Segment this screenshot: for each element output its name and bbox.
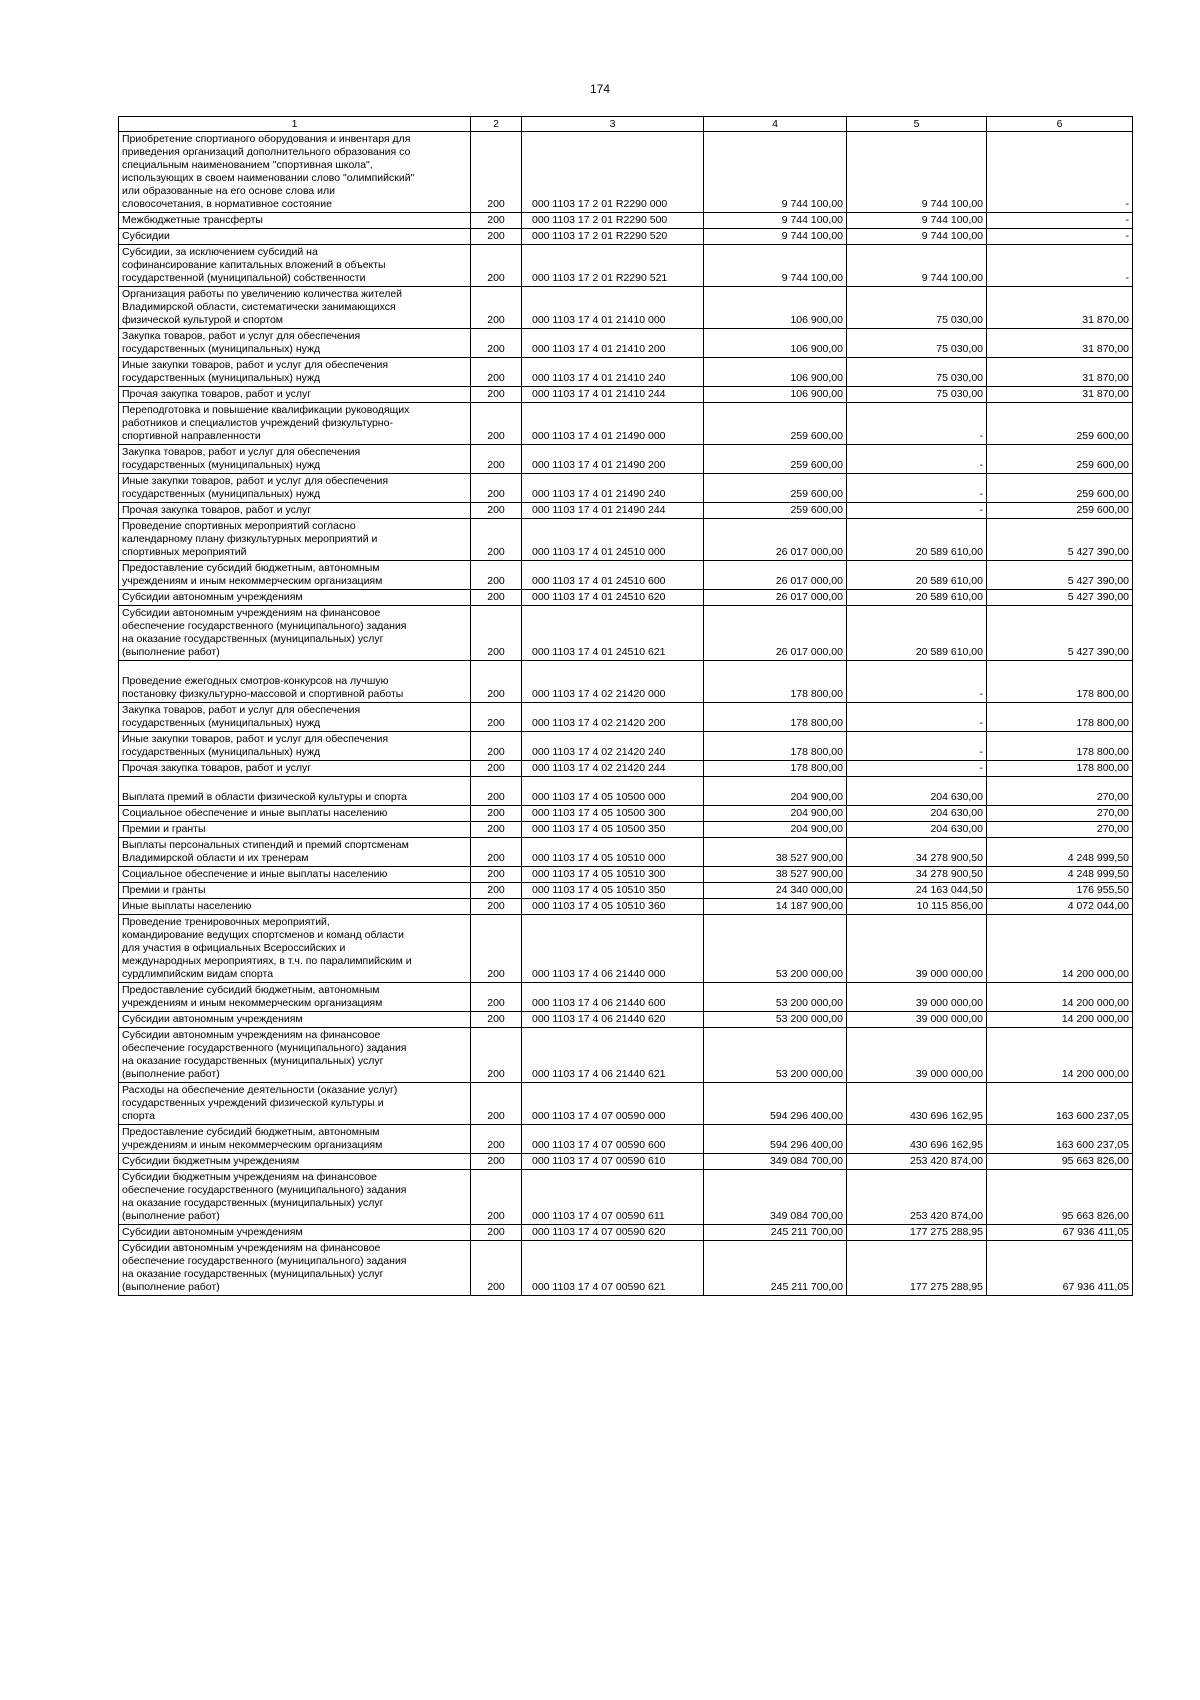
row-column2-cell: 200 — [471, 1125, 522, 1154]
row-code-cell: 000 1103 17 4 05 10510 360 — [522, 899, 704, 915]
row-name-cell: Межбюджетные трансферты — [119, 213, 471, 229]
table-row — [119, 777, 1133, 806]
table-row — [119, 899, 1133, 915]
table-row — [119, 403, 1133, 445]
row-column6-cell: - — [987, 132, 1133, 213]
row-column5-cell: 204 630,00 — [847, 822, 987, 838]
row-column2-cell: 200 — [471, 983, 522, 1012]
table-row — [119, 590, 1133, 606]
row-column5-cell: 9 744 100,00 — [847, 132, 987, 213]
row-column4-cell: 259 600,00 — [704, 445, 847, 474]
row-column4-cell: 26 017 000,00 — [704, 590, 847, 606]
table-row — [119, 287, 1133, 329]
row-column6-cell: 14 200 000,00 — [987, 983, 1133, 1012]
row-column5-cell: 75 030,00 — [847, 287, 987, 329]
table-row — [119, 387, 1133, 403]
row-code-cell: 000 1103 17 4 01 24510 620 — [522, 590, 704, 606]
row-name-cell: Премии и гранты — [119, 822, 471, 838]
row-name-cell: Субсидии автономным учреждениям на финансовое обеспечение государственного (муниципального) задания на оказание государственных (муниципальных) услуг (выполнение работ) — [119, 1241, 471, 1296]
row-column6-cell: 178 800,00 — [987, 732, 1133, 761]
row-column6-cell: 178 800,00 — [987, 703, 1133, 732]
row-column2-cell: 200 — [471, 761, 522, 777]
row-name-cell: Субсидии автономным учреждениям на финансовое обеспечение государственного (муниципального) задания на оказание государственных (муниципальных) услуг (выполнение работ) — [119, 606, 471, 661]
row-name-cell: Предоставление субсидий бюджетным, автономным учреждениям и иным некоммерческим организациям — [119, 1125, 471, 1154]
row-code-cell: 000 1103 17 4 07 00590 620 — [522, 1225, 704, 1241]
row-column6-cell: 67 936 411,05 — [987, 1225, 1133, 1241]
row-column2-cell: 200 — [471, 661, 522, 703]
row-column6-cell: 259 600,00 — [987, 445, 1133, 474]
table-row — [119, 1154, 1133, 1170]
row-column5-cell: 177 275 288,95 — [847, 1225, 987, 1241]
table-row — [119, 213, 1133, 229]
row-column2-cell: 200 — [471, 1225, 522, 1241]
row-column4-cell: 245 211 700,00 — [704, 1241, 847, 1296]
row-code-cell: 000 1103 17 4 02 21420 240 — [522, 732, 704, 761]
table-row — [119, 1012, 1133, 1028]
row-column4-cell: 53 200 000,00 — [704, 915, 847, 983]
row-column6-cell: 163 600 237,05 — [987, 1083, 1133, 1125]
row-name-cell: Социальное обеспечение и иные выплаты населению — [119, 806, 471, 822]
row-column5-cell: 20 589 610,00 — [847, 590, 987, 606]
row-column2-cell: 200 — [471, 503, 522, 519]
row-name-cell: Иные выплаты населению — [119, 899, 471, 915]
row-column5-cell: 9 744 100,00 — [847, 245, 987, 287]
table-row — [119, 606, 1133, 661]
row-column5-cell: 75 030,00 — [847, 329, 987, 358]
row-name-cell: Субсидии автономным учреждениям — [119, 590, 471, 606]
table-row — [119, 732, 1133, 761]
row-code-cell: 000 1103 17 4 06 21440 600 — [522, 983, 704, 1012]
row-code-cell: 000 1103 17 4 01 24510 600 — [522, 561, 704, 590]
row-column6-cell: 31 870,00 — [987, 358, 1133, 387]
row-code-cell: 000 1103 17 4 07 00590 611 — [522, 1170, 704, 1225]
row-column4-cell: 204 900,00 — [704, 806, 847, 822]
row-column5-cell: 39 000 000,00 — [847, 1028, 987, 1083]
table-row — [119, 915, 1133, 983]
row-name-cell: Предоставление субсидий бюджетным, автономным учреждениям и иным некоммерческим организациям — [119, 983, 471, 1012]
row-column6-cell: 95 663 826,00 — [987, 1154, 1133, 1170]
row-column2-cell: 200 — [471, 915, 522, 983]
row-code-cell: 000 1103 17 4 06 21440 621 — [522, 1028, 704, 1083]
table-row — [119, 474, 1133, 503]
row-column4-cell: 26 017 000,00 — [704, 519, 847, 561]
row-code-cell: 000 1103 17 2 01 R2290 521 — [522, 245, 704, 287]
row-column2-cell: 200 — [471, 1012, 522, 1028]
row-column5-cell: 177 275 288,95 — [847, 1241, 987, 1296]
row-code-cell: 000 1103 17 4 01 21410 244 — [522, 387, 704, 403]
row-column2-cell: 200 — [471, 606, 522, 661]
row-name-cell: Субсидии автономным учреждениям — [119, 1012, 471, 1028]
row-column2-cell: 200 — [471, 229, 522, 245]
row-column5-cell: 253 420 874,00 — [847, 1154, 987, 1170]
row-name-cell: Субсидии автономным учреждениям на финансовое обеспечение государственного (муниципального) задания на оказание государственных (муниципальных) услуг (выполнение работ) — [119, 1028, 471, 1083]
row-column4-cell: 53 200 000,00 — [704, 983, 847, 1012]
column-header-6: 6 — [987, 117, 1133, 132]
row-column5-cell: - — [847, 403, 987, 445]
row-code-cell: 000 1103 17 4 07 00590 000 — [522, 1083, 704, 1125]
row-column2-cell: 200 — [471, 1241, 522, 1296]
row-code-cell: 000 1103 17 4 01 21490 000 — [522, 403, 704, 445]
row-name-cell: Закупка товаров, работ и услуг для обеспечения государственных (муниципальных) нужд — [119, 445, 471, 474]
row-name-cell: Иные закупки товаров, работ и услуг для обеспечения государственных (муниципальных) нужд — [119, 474, 471, 503]
budget-table — [118, 116, 1133, 1296]
row-column6-cell: 31 870,00 — [987, 387, 1133, 403]
row-column4-cell: 26 017 000,00 — [704, 606, 847, 661]
row-column6-cell: 95 663 826,00 — [987, 1170, 1133, 1225]
row-column4-cell: 259 600,00 — [704, 403, 847, 445]
row-name-cell: Выплаты персональных стипендий и премий спортсменам Владимирской области и их тренерам — [119, 838, 471, 867]
row-name-cell: Выплата премий в области физической культуры и спорта — [119, 777, 471, 806]
row-column5-cell: 34 278 900,50 — [847, 838, 987, 867]
row-code-cell: 000 1103 17 4 01 24510 621 — [522, 606, 704, 661]
row-column2-cell: 200 — [471, 822, 522, 838]
row-code-cell: 000 1103 17 4 01 21490 244 — [522, 503, 704, 519]
row-code-cell: 000 1103 17 4 02 21420 244 — [522, 761, 704, 777]
row-column5-cell: 20 589 610,00 — [847, 561, 987, 590]
row-column6-cell: - — [987, 245, 1133, 287]
row-column4-cell: 204 900,00 — [704, 777, 847, 806]
row-code-cell: 000 1103 17 4 07 00590 610 — [522, 1154, 704, 1170]
row-column2-cell: 200 — [471, 1083, 522, 1125]
table-row — [119, 519, 1133, 561]
row-column5-cell: - — [847, 503, 987, 519]
row-name-cell: Организация работы по увеличению количества жителей Владимирской области, систематически занимающихся физической культурой и спортом — [119, 287, 471, 329]
row-column4-cell: 53 200 000,00 — [704, 1012, 847, 1028]
row-column4-cell: 594 296 400,00 — [704, 1083, 847, 1125]
row-column2-cell: 200 — [471, 1028, 522, 1083]
row-column2-cell: 200 — [471, 867, 522, 883]
table-row — [119, 358, 1133, 387]
row-name-cell: Премии и гранты — [119, 883, 471, 899]
row-column6-cell: 31 870,00 — [987, 287, 1133, 329]
row-column5-cell: 39 000 000,00 — [847, 1012, 987, 1028]
row-column5-cell: 39 000 000,00 — [847, 915, 987, 983]
row-column6-cell: 270,00 — [987, 822, 1133, 838]
table-row — [119, 838, 1133, 867]
row-column5-cell: 24 163 044,50 — [847, 883, 987, 899]
row-code-cell: 000 1103 17 4 06 21440 620 — [522, 1012, 704, 1028]
row-column4-cell: 38 527 900,00 — [704, 838, 847, 867]
row-column5-cell: 39 000 000,00 — [847, 983, 987, 1012]
row-column5-cell: 9 744 100,00 — [847, 229, 987, 245]
row-column2-cell: 200 — [471, 806, 522, 822]
row-name-cell: Прочая закупка товаров, работ и услуг — [119, 387, 471, 403]
row-code-cell: 000 1103 17 2 01 R2290 000 — [522, 132, 704, 213]
row-column4-cell: 245 211 700,00 — [704, 1225, 847, 1241]
row-name-cell: Проведение тренировочных мероприятий, командирование ведущих спортсменов и команд области для участия в официальных Всероссийских и международных мероприятиях, в т.ч. по паралимпийским и сурдлимпийским видам спорта — [119, 915, 471, 983]
row-column4-cell: 14 187 900,00 — [704, 899, 847, 915]
table-row — [119, 503, 1133, 519]
row-code-cell: 000 1103 17 4 05 10510 350 — [522, 883, 704, 899]
row-column4-cell: 204 900,00 — [704, 822, 847, 838]
row-name-cell: Субсидии — [119, 229, 471, 245]
row-name-cell: Субсидии бюджетным учреждениям на финансовое обеспечение государственного (муниципального) задания на оказание государственных (муниципальных) услуг (выполнение работ) — [119, 1170, 471, 1225]
table-row — [119, 132, 1133, 213]
row-code-cell: 000 1103 17 4 02 21420 200 — [522, 703, 704, 732]
table-row — [119, 1170, 1133, 1225]
row-column6-cell: 67 936 411,05 — [987, 1241, 1133, 1296]
page-number: 174 — [589, 82, 611, 96]
column-header-4: 4 — [704, 117, 847, 132]
table-row — [119, 1241, 1133, 1296]
row-column5-cell: 75 030,00 — [847, 387, 987, 403]
table-row — [119, 822, 1133, 838]
row-column4-cell: 349 084 700,00 — [704, 1154, 847, 1170]
row-column5-cell: 430 696 162,95 — [847, 1083, 987, 1125]
row-name-cell: Социальное обеспечение и иные выплаты населению — [119, 867, 471, 883]
row-column2-cell: 200 — [471, 561, 522, 590]
column-header-5: 5 — [847, 117, 987, 132]
table-row — [119, 445, 1133, 474]
row-column2-cell: 200 — [471, 358, 522, 387]
row-column4-cell: 349 084 700,00 — [704, 1170, 847, 1225]
row-column5-cell: - — [847, 761, 987, 777]
table-row — [119, 245, 1133, 287]
row-column2-cell: 200 — [471, 245, 522, 287]
row-column6-cell: 163 600 237,05 — [987, 1125, 1133, 1154]
row-code-cell: 000 1103 17 4 01 24510 000 — [522, 519, 704, 561]
row-code-cell: 000 1103 17 4 06 21440 000 — [522, 915, 704, 983]
row-column4-cell: 53 200 000,00 — [704, 1028, 847, 1083]
row-column5-cell: - — [847, 474, 987, 503]
row-column5-cell: - — [847, 732, 987, 761]
column-header-2: 2 — [471, 117, 522, 132]
row-column2-cell: 200 — [471, 329, 522, 358]
row-column6-cell: - — [987, 213, 1133, 229]
row-column5-cell: 204 630,00 — [847, 806, 987, 822]
row-column6-cell: 270,00 — [987, 806, 1133, 822]
row-column6-cell: 178 800,00 — [987, 661, 1133, 703]
row-column4-cell: 106 900,00 — [704, 287, 847, 329]
table-row — [119, 1225, 1133, 1241]
row-column6-cell: 259 600,00 — [987, 403, 1133, 445]
row-code-cell: 000 1103 17 4 05 10500 350 — [522, 822, 704, 838]
row-name-cell: Проведение ежегодных смотров-конкурсов на лучшую постановку физкультурно-массовой и спортивной работы — [119, 661, 471, 703]
column-header-3: 3 — [522, 117, 704, 132]
row-column2-cell: 200 — [471, 445, 522, 474]
row-column4-cell: 106 900,00 — [704, 358, 847, 387]
row-column4-cell: 9 744 100,00 — [704, 229, 847, 245]
row-name-cell: Субсидии бюджетным учреждениям — [119, 1154, 471, 1170]
row-column5-cell: 253 420 874,00 — [847, 1170, 987, 1225]
row-column2-cell: 200 — [471, 883, 522, 899]
table-row — [119, 761, 1133, 777]
row-column6-cell: 5 427 390,00 — [987, 590, 1133, 606]
row-column2-cell: 200 — [471, 519, 522, 561]
row-column6-cell: - — [987, 229, 1133, 245]
row-column2-cell: 200 — [471, 838, 522, 867]
row-column6-cell: 31 870,00 — [987, 329, 1133, 358]
row-column5-cell: 20 589 610,00 — [847, 519, 987, 561]
row-column4-cell: 259 600,00 — [704, 503, 847, 519]
row-column2-cell: 200 — [471, 732, 522, 761]
row-column4-cell: 259 600,00 — [704, 474, 847, 503]
row-column4-cell: 26 017 000,00 — [704, 561, 847, 590]
row-column2-cell: 200 — [471, 590, 522, 606]
row-column4-cell: 178 800,00 — [704, 703, 847, 732]
table-row — [119, 661, 1133, 703]
row-name-cell: Прочая закупка товаров, работ и услуг — [119, 761, 471, 777]
row-column6-cell: 4 072 044,00 — [987, 899, 1133, 915]
table-row — [119, 883, 1133, 899]
row-name-cell: Закупка товаров, работ и услуг для обеспечения государственных (муниципальных) нужд — [119, 329, 471, 358]
row-name-cell: Иные закупки товаров, работ и услуг для обеспечения государственных (муниципальных) нужд — [119, 732, 471, 761]
row-column6-cell: 14 200 000,00 — [987, 915, 1133, 983]
row-column6-cell: 14 200 000,00 — [987, 1012, 1133, 1028]
row-column6-cell: 178 800,00 — [987, 761, 1133, 777]
row-code-cell: 000 1103 17 4 05 10510 300 — [522, 867, 704, 883]
row-column2-cell: 200 — [471, 899, 522, 915]
row-column4-cell: 178 800,00 — [704, 761, 847, 777]
row-column5-cell: 20 589 610,00 — [847, 606, 987, 661]
row-name-cell: Субсидии, за исключением субсидий на софинансирование капитальных вложений в объекты государственной (муниципальной) собственности — [119, 245, 471, 287]
column-header-1: 1 — [119, 117, 471, 132]
row-column4-cell: 106 900,00 — [704, 387, 847, 403]
row-column5-cell: - — [847, 661, 987, 703]
row-column2-cell: 200 — [471, 1154, 522, 1170]
row-column5-cell: 10 115 856,00 — [847, 899, 987, 915]
row-column6-cell: 5 427 390,00 — [987, 606, 1133, 661]
row-column5-cell: 9 744 100,00 — [847, 213, 987, 229]
row-code-cell: 000 1103 17 4 05 10500 300 — [522, 806, 704, 822]
row-column6-cell: 4 248 999,50 — [987, 838, 1133, 867]
row-code-cell: 000 1103 17 4 05 10510 000 — [522, 838, 704, 867]
row-column2-cell: 200 — [471, 1170, 522, 1225]
row-code-cell: 000 1103 17 2 01 R2290 500 — [522, 213, 704, 229]
header-row — [119, 117, 1133, 132]
row-column2-cell: 200 — [471, 703, 522, 732]
row-column2-cell: 200 — [471, 132, 522, 213]
table-row — [119, 561, 1133, 590]
table-row — [119, 703, 1133, 732]
row-code-cell: 000 1103 17 4 07 00590 621 — [522, 1241, 704, 1296]
row-name-cell: Закупка товаров, работ и услуг для обеспечения государственных (муниципальных) нужд — [119, 703, 471, 732]
row-column4-cell: 9 744 100,00 — [704, 132, 847, 213]
row-column5-cell: - — [847, 445, 987, 474]
row-column2-cell: 200 — [471, 474, 522, 503]
row-column6-cell: 4 248 999,50 — [987, 867, 1133, 883]
row-column4-cell: 178 800,00 — [704, 732, 847, 761]
row-name-cell: Прочая закупка товаров, работ и услуг — [119, 503, 471, 519]
row-column4-cell: 24 340 000,00 — [704, 883, 847, 899]
row-column5-cell: 75 030,00 — [847, 358, 987, 387]
row-column6-cell: 5 427 390,00 — [987, 561, 1133, 590]
table-row — [119, 329, 1133, 358]
table-row — [119, 806, 1133, 822]
row-column4-cell: 178 800,00 — [704, 661, 847, 703]
row-code-cell: 000 1103 17 4 07 00590 600 — [522, 1125, 704, 1154]
row-column2-cell: 200 — [471, 287, 522, 329]
table-row — [119, 229, 1133, 245]
row-column4-cell: 9 744 100,00 — [704, 213, 847, 229]
row-code-cell: 000 1103 17 4 02 21420 000 — [522, 661, 704, 703]
row-name-cell: Расходы на обеспечение деятельности (оказание услуг) государственных учреждений физической культуры и спорта — [119, 1083, 471, 1125]
row-name-cell: Приобретение спортианого оборудования и инвентаря для приведения организаций дополнительного образования со специальным наименованием "спортивная школа", использующих в своем наименовании слово "олимпийский" или образованные на его основе слова или словосочетания, в нормативное состояние — [119, 132, 471, 213]
row-code-cell: 000 1103 17 4 01 21490 200 — [522, 445, 704, 474]
row-name-cell: Предоставление субсидий бюджетным, автономным учреждениям и иным некоммерческим организациям — [119, 561, 471, 590]
row-name-cell: Проведение спортивных мероприятий согласно календарному плану физкультурных мероприятий и спортивных мероприятий — [119, 519, 471, 561]
row-column6-cell: 176 955,50 — [987, 883, 1133, 899]
row-column5-cell: - — [847, 703, 987, 732]
row-code-cell: 000 1103 17 4 01 21410 200 — [522, 329, 704, 358]
row-column2-cell: 200 — [471, 387, 522, 403]
row-column2-cell: 200 — [471, 213, 522, 229]
row-code-cell: 000 1103 17 4 01 21410 240 — [522, 358, 704, 387]
row-column6-cell: 14 200 000,00 — [987, 1028, 1133, 1083]
table-row — [119, 983, 1133, 1012]
row-column6-cell: 5 427 390,00 — [987, 519, 1133, 561]
row-code-cell: 000 1103 17 4 01 21490 240 — [522, 474, 704, 503]
row-name-cell: Переподготовка и повышение квалификации руководящих работников и специалистов учреждений физкультурно- спортивной направленности — [119, 403, 471, 445]
row-column2-cell: 200 — [471, 403, 522, 445]
row-column4-cell: 594 296 400,00 — [704, 1125, 847, 1154]
row-column6-cell: 270,00 — [987, 777, 1133, 806]
table-row — [119, 1083, 1133, 1125]
row-column2-cell: 200 — [471, 777, 522, 806]
row-column5-cell: 430 696 162,95 — [847, 1125, 987, 1154]
row-column6-cell: 259 600,00 — [987, 474, 1133, 503]
row-name-cell: Иные закупки товаров, работ и услуг для обеспечения государственных (муниципальных) нужд — [119, 358, 471, 387]
table-row — [119, 1125, 1133, 1154]
row-column6-cell: 259 600,00 — [987, 503, 1133, 519]
table-row — [119, 867, 1133, 883]
row-column4-cell: 106 900,00 — [704, 329, 847, 358]
row-code-cell: 000 1103 17 4 01 21410 000 — [522, 287, 704, 329]
row-column5-cell: 34 278 900,50 — [847, 867, 987, 883]
row-name-cell: Субсидии автономным учреждениям — [119, 1225, 471, 1241]
row-code-cell: 000 1103 17 4 05 10500 000 — [522, 777, 704, 806]
row-code-cell: 000 1103 17 2 01 R2290 520 — [522, 229, 704, 245]
row-column4-cell: 9 744 100,00 — [704, 245, 847, 287]
table-row — [119, 1028, 1133, 1083]
row-column4-cell: 38 527 900,00 — [704, 867, 847, 883]
row-column5-cell: 204 630,00 — [847, 777, 987, 806]
